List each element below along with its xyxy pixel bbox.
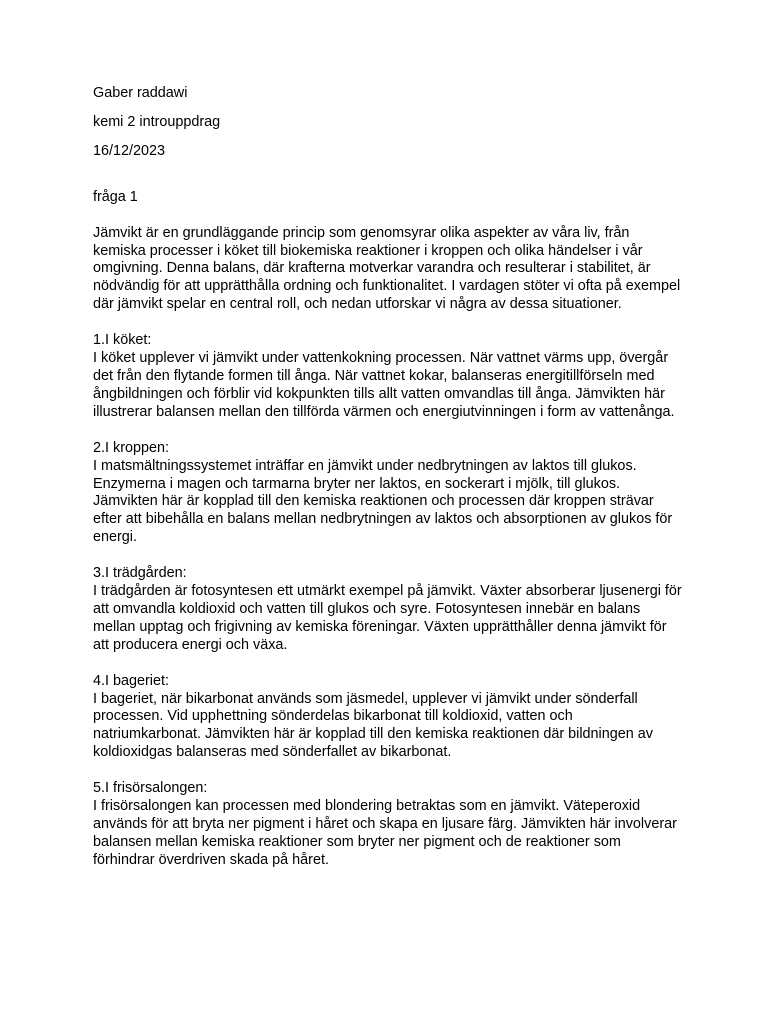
- section-kitchen: [93, 332, 713, 422]
- document-content: [93, 85, 713, 870]
- section-bakery: [93, 673, 713, 763]
- section-title: 2.I kroppen:: [93, 439, 170, 456]
- section-body: I trädgården är fotosyntesen ett utmärkt exempel på jämvikt. Växter absorberar ljusenergi för att omvandla koldioxid och vatten till glukos och syre. Fotosyntesen innebär en balans mellan upptag och frigivning av kemiska föreningar. Växten upprätthåller denna jämvikt för att producera energi och växa.: [93, 583, 682, 653]
- section-hair-salon: [93, 780, 713, 870]
- section-title: 4.I bageriet:: [93, 672, 170, 689]
- course-title: kemi 2 introuppdrag: [93, 113, 221, 130]
- section-body: I köket upplever vi jämvikt under vattenkokning processen. När vattnet värms upp, övergår det från den flytande formen till ånga. När vattnet kokar, balanseras energitillförseln med ångbildningen och förblir vid kokpunkten tills allt vatten omvandlas till ånga. Jämvikten här illustrerar balansen mellan den tillförda värmen och energiutvinningen i form av vattenånga.: [93, 350, 675, 420]
- section-body: I matsmältningssystemet inträffar en jämvikt under nedbrytningen av laktos till glukos. Enzymerna i magen och tarmarna bryter ner laktos, en sockerart i mjölk, till glukos. Jämvikten här är kopplad till den kemiska reaktionen och processen där kroppen strävar efter att bibehålla en balans mellan nedbrytningen av laktos och absorptionen av glukos för energi.: [93, 457, 673, 546]
- author-name: Gaber raddawi: [93, 85, 188, 101]
- section-title: 5.I frisörsalongen:: [93, 780, 208, 797]
- section-title: 1.I köket:: [93, 332, 152, 349]
- section-garden: [93, 565, 713, 655]
- intro-paragraph: Jämvikt är en grundläggande princip som genomsyrar olika aspekter av våra liv, från kemiska processer i köket till biokemiska reaktioner i kroppen och olika händelser i vår omgivning. Denna balans, där krafterna motverkar varandra och resulterar i stabilitet, är nödvändig för att upprätthålla ordning och funktionalitet. I vardagen stöter vi ofta på exempel där jämvikt spelar en central roll, och nedan utforskar vi några av dessa situationer.: [93, 224, 681, 313]
- document-date: 16/12/2023: [93, 142, 166, 159]
- section-body-system: [93, 440, 713, 547]
- question-title: fråga 1: [93, 188, 138, 205]
- section-body: I frisörsalongen kan processen med blondering betraktas som en jämvikt. Väteperoxid används för att bryta ner pigment i håret och skapa en ljusare färg. Jämvikten här involverar balansen mellan kemiska reaktioner som bryter ner pigment och de reaktioner som förhindrar överdriven skada på håret.: [93, 798, 677, 868]
- section-body: I bageriet, när bikarbonat används som jäsmedel, upplever vi jämvikt under sönderfall processen. Vid upphettning sönderdelas bikarbonat till koldioxid, vatten och natriumkarbonat. Jämvikten här är kopplad till den kemiska reaktionen där bildningen av koldioxidgas balanseras med sönderfallet av bikarbonat.: [93, 690, 653, 761]
- section-title: 3.I trädgården:: [93, 565, 187, 582]
